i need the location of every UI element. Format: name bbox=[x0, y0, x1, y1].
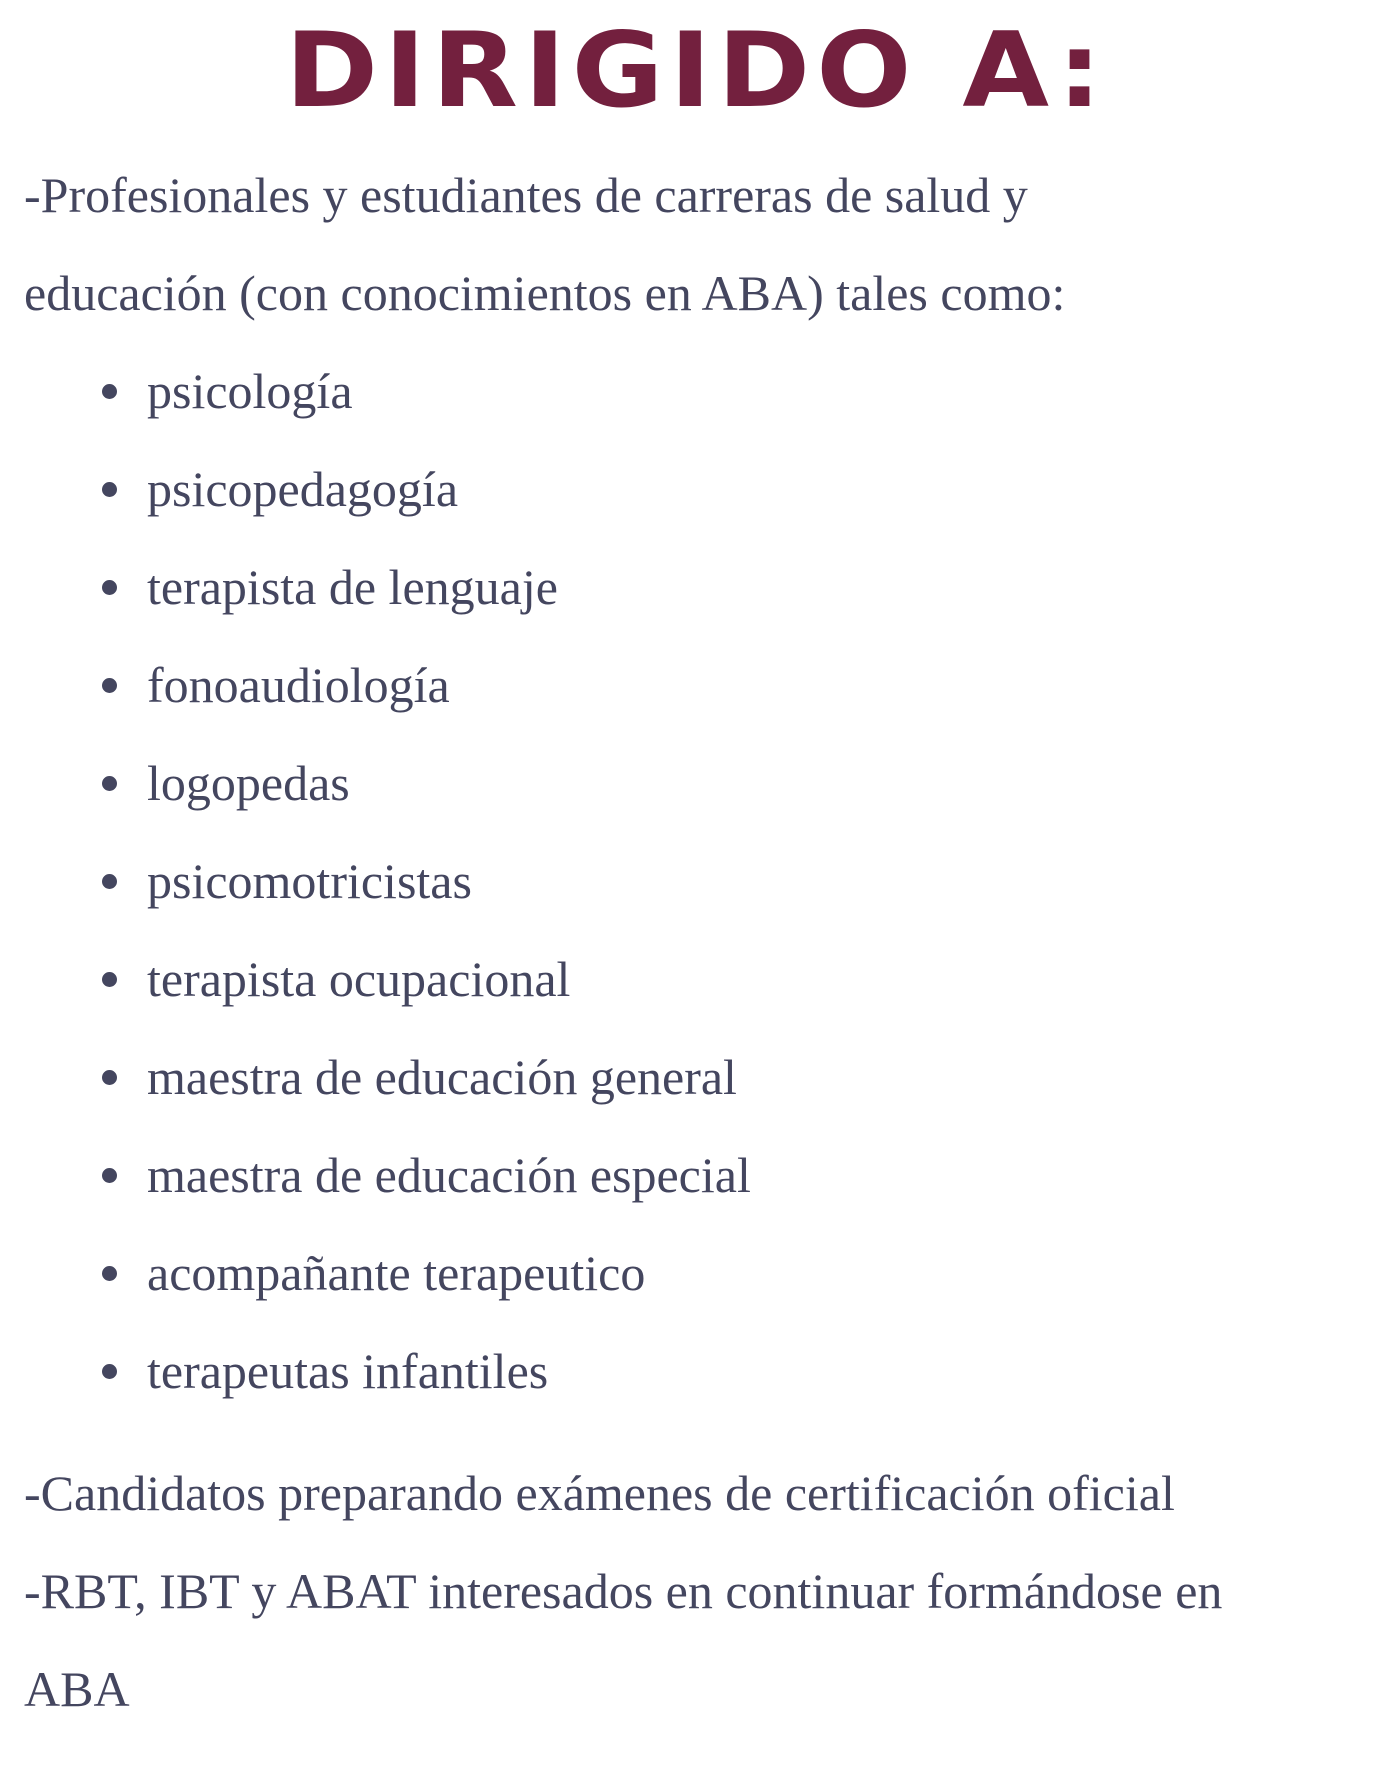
list-item bbox=[72, 734, 1369, 832]
list-item bbox=[72, 1126, 1369, 1224]
list-item-label: logopedas bbox=[147, 755, 350, 811]
list-item bbox=[72, 636, 1369, 734]
list-item-label: fonoaudiología bbox=[147, 657, 450, 713]
list-item-label: acompañante terapeutico bbox=[147, 1245, 646, 1301]
list-item-label: psicología bbox=[147, 363, 353, 419]
bullet-icon bbox=[102, 972, 117, 987]
bullet-icon bbox=[102, 580, 117, 595]
bullet-icon bbox=[102, 1364, 117, 1379]
list-item bbox=[72, 440, 1369, 538]
bullet-icon bbox=[102, 874, 117, 889]
bullet-icon bbox=[102, 1266, 117, 1281]
bullet-icon bbox=[102, 776, 117, 791]
candidates-line: -Candidatos preparando exámenes de certificación oficial bbox=[24, 1465, 1175, 1521]
list-item bbox=[72, 1322, 1369, 1420]
bullet-icon bbox=[102, 678, 117, 693]
list-item bbox=[72, 1224, 1369, 1322]
list-item-label: terapeutas infantiles bbox=[147, 1343, 549, 1399]
list-item bbox=[72, 1028, 1369, 1126]
profession-list bbox=[24, 342, 1369, 1420]
list-item bbox=[72, 342, 1369, 440]
list-item-label: maestra de educación general bbox=[147, 1049, 737, 1105]
intro-line-2: educación (con conocimientos en ABA) tales como: bbox=[24, 265, 1066, 321]
bullet-icon bbox=[102, 1070, 117, 1085]
list-item bbox=[72, 930, 1369, 1028]
bullet-icon bbox=[102, 482, 117, 497]
list-item-label: terapista ocupacional bbox=[147, 951, 571, 1007]
list-item-label: maestra de educación especial bbox=[147, 1147, 751, 1203]
list-item bbox=[72, 538, 1369, 636]
intro-line-1: -Profesionales y estudiantes de carreras de salud y bbox=[24, 167, 1028, 223]
page-title: DIRIGIDO A: bbox=[285, 11, 1108, 131]
bullet-icon bbox=[102, 1168, 117, 1183]
list-item-label: psicomotricistas bbox=[147, 853, 472, 909]
list-item-label: psicopedagogía bbox=[147, 461, 459, 517]
rbt-line-2: ABA bbox=[24, 1661, 130, 1717]
list-item-label: terapista de lenguaje bbox=[147, 559, 558, 615]
list-item bbox=[72, 832, 1369, 930]
rbt-line-1: -RBT, IBT y ABAT interesados en continuar formándose en bbox=[24, 1563, 1223, 1619]
bullet-icon bbox=[102, 384, 117, 399]
